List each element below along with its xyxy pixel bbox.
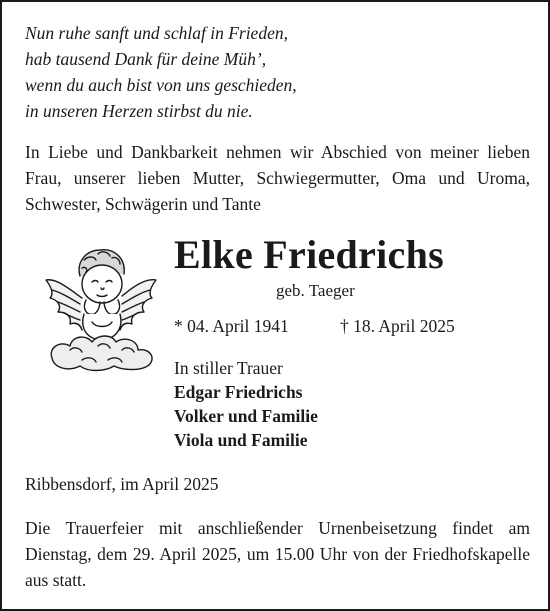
funeral-service-info: Die Trauerfeier mit anschließender Urnenbeisetzung findet am Dienstag, dem 29. April 2025, um 15.00 Uhr von der Friedhofskapelle aus statt. xyxy=(25,518,530,590)
maiden-name: geb. Taeger xyxy=(276,281,355,300)
mourners-block xyxy=(174,356,318,452)
death-date: † 18. April 2025 xyxy=(340,316,455,336)
birth-date: * 04. April 1941 xyxy=(174,316,289,336)
deceased-name: Elke Friedrichs xyxy=(174,232,445,277)
farewell-intro: In Liebe und Dankbarkeit nehmen wir Abschied von meiner lieben Frau, unserer lieben Mutter, Schwiegermutter, Oma und Uroma, Schwester, Schwägerin und Tante xyxy=(25,142,530,214)
poem-line: wenn du auch bist von uns geschieden, xyxy=(25,75,297,95)
mourner-name: Volker und Familie xyxy=(174,406,318,426)
cherub-angel-icon xyxy=(42,238,160,376)
mourner-name: Viola und Familie xyxy=(174,430,308,450)
poem-line: hab tausend Dank für deine Müh’, xyxy=(25,49,267,69)
memorial-poem xyxy=(25,20,297,124)
mourning-heading: In stiller Trauer xyxy=(174,358,283,378)
poem-line: in unseren Herzen stirbst du nie. xyxy=(25,101,253,121)
mourner-name: Edgar Friedrichs xyxy=(174,382,303,402)
poem-line: Nun ruhe sanft und schlaf in Frieden, xyxy=(25,23,288,43)
place-date: Ribbensdorf, im April 2025 xyxy=(25,474,219,494)
